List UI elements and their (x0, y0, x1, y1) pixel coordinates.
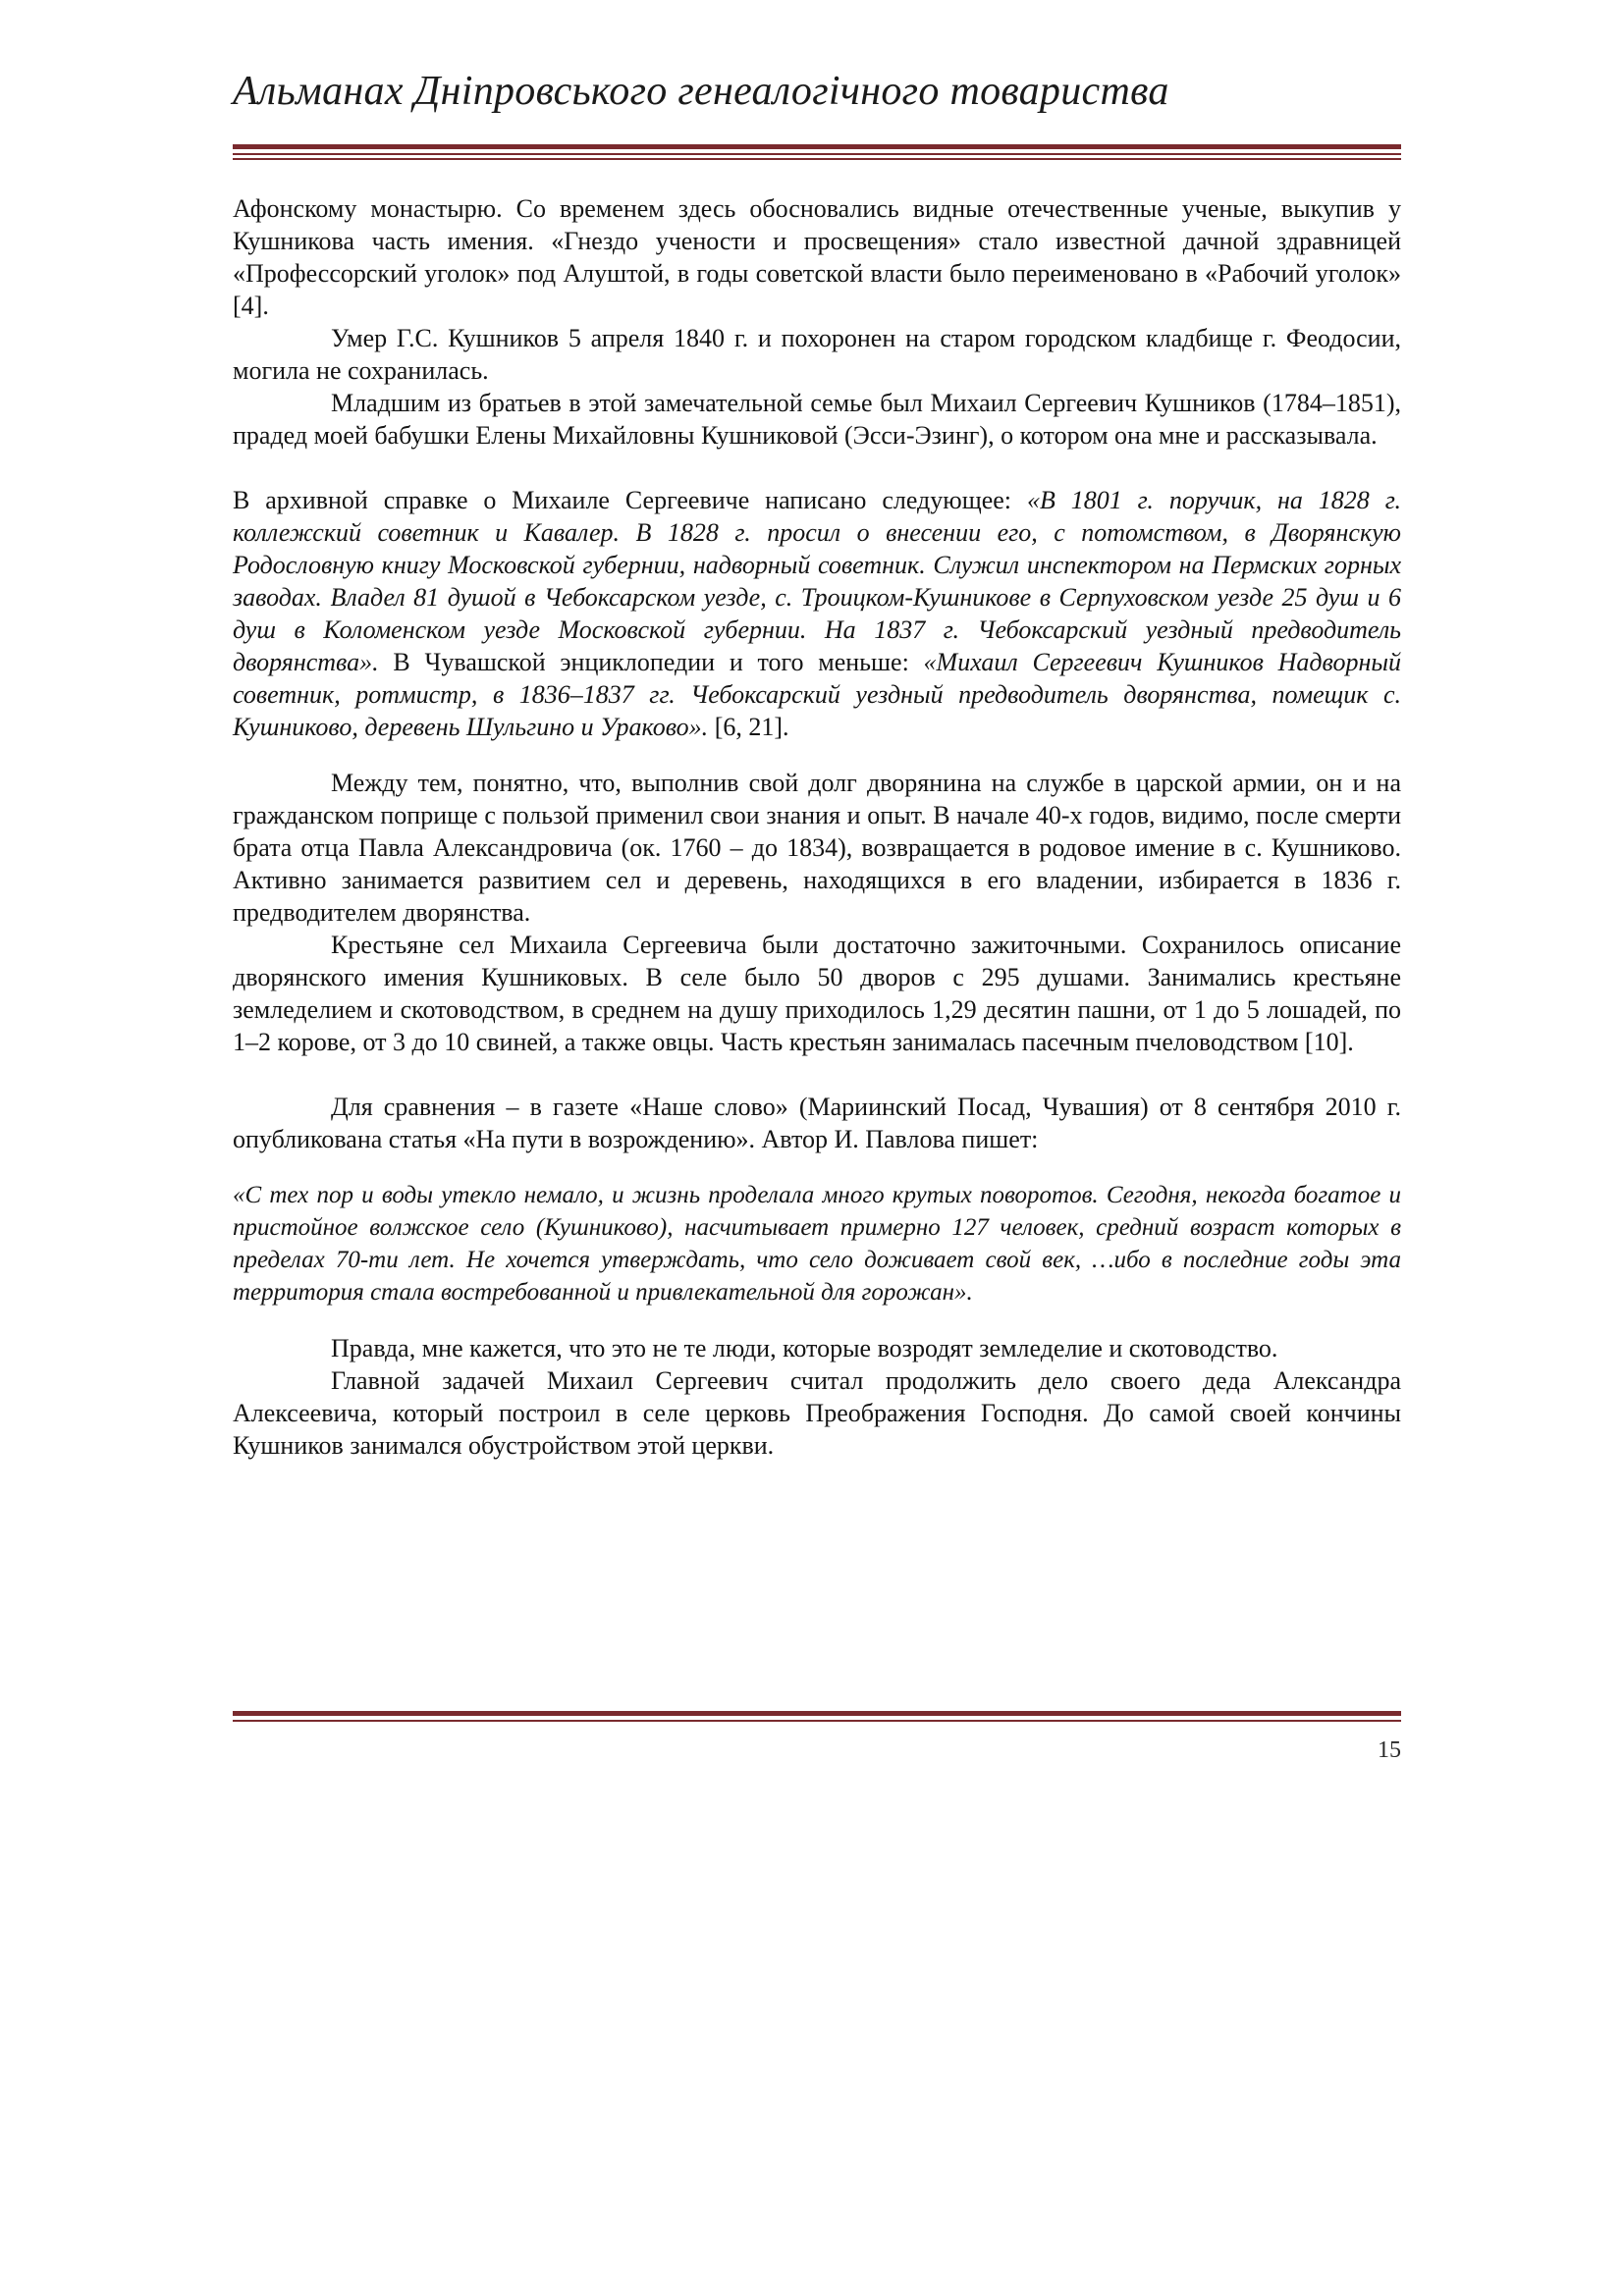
spacer (233, 1308, 1401, 1332)
footer-rule (233, 1711, 1401, 1722)
paragraph-9: Главной задачей Михаил Сергеевич считал продолжить дело своего деда Александра Алексеевича, который построил в селе церковь Преображения Господня. До самой своей кончины Кушников занимался обустройством этой церкви. (233, 1366, 1401, 1460)
paragraph-5: Между тем, понятно, что, выполнив свой долг дворянина на службе в царской армии, он и на гражданском поприще с пользой применил свои знания и опыт. В начале 40-х годов, видимо, после смерти брата отца Павла Александровича (ок. 1760 – до 1834), возвращается в родовое имение в с. Кушниково. Активно занимается развитием сел и деревень, находящихся в его владении, избирается в 1836 г. предводителем дворянства. (233, 769, 1401, 927)
header-rule (233, 144, 1401, 160)
paragraph-8: Правда, мне кажется, что это не те люди, которые возродят земледелие и скотоводство. (331, 1334, 1278, 1362)
header-rule-thin-2 (233, 158, 1401, 160)
footer-rule-thin (233, 1720, 1401, 1722)
paragraph-4 (233, 484, 1401, 743)
newspaper-quote: «С тех пор и воды утекло немало, и жизнь проделала много крутых поворотов. Сегодня, некогда богатое и пристойное волжское село (Кушниково), насчитывает примерно 127 человек, средний возраст которых в пределах 70-ти лет. Не хочется утверждать, что село доживает свой век, …ибо в последние годы эта территория стала востребованной и привлекательной для горожан». (233, 1182, 1401, 1306)
encyclopedia-quote: «Михаил Сергеевич Кушников Надворный советник, ротмистр, в 1836–1837 гг. Чебоксарский уездный предводитель дворянства, помещик с. Кушниково, деревень Шульгино и Ураково». (233, 648, 1401, 741)
paragraph-2: Умер Г.С. Кушников 5 апреля 1840 г. и похоронен на старом городском кладбище г. Феодосии, могила не сохранилась. (233, 324, 1401, 385)
encyclopedia-intro: В Чувашской энциклопедии и того меньше: (378, 648, 924, 676)
article-body (233, 192, 1401, 1462)
paragraph-3: Младшим из братьев в этой замечательной семье был Михаил Сергеевич Кушников (1784–1851), прадед моей бабушки Елены Михайловны Кушниковой (Эсси-Эзинг), о котором она мне и рассказывала. (233, 389, 1401, 450)
spacer (233, 1155, 1401, 1179)
spacer (233, 452, 1401, 484)
page-number: 15 (1378, 1737, 1401, 1763)
citation: [6, 21]. (708, 713, 789, 741)
archive-quote: «В 1801 г. поручик, на 1828 г. коллежский советник и Кавалер. В 1828 г. просил о внесении его, с потомством, в Дворянскую Родословную книгу Московской губернии, надворный советник. Служил инспектором на Пермских горных заводах. Владел 81 душой в Чебоксарском уезде, с. Троицком-Кушникове в Серпуховском уезде 25 душ и 6 душ в Коломенском уезде Московской губернии. На 1837 г. Чебоксарский уездный предводитель дворянства». (233, 486, 1401, 676)
footer-rule-thick (233, 1711, 1401, 1716)
paragraph-7: Для сравнения – в газете «Наше слово» (Мариинский Посад, Чувашия) от 8 сентября 2010 г. опубликована статья «На пути в возрождению». Автор И. Павлова пишет: (233, 1093, 1401, 1153)
header-rule-thick (233, 144, 1401, 149)
header-rule-thin (233, 153, 1401, 155)
archive-intro: В архивной справке о Михаиле Сергеевиче написано следующее: (233, 486, 1027, 514)
paragraph-1: Афонскому монастырю. Со временем здесь обосновались видные отечественные ученые, выкупив у Кушникова часть имения. «Гнездо учености и просвещения» стало известной дачной здравницей «Профессорский уголок» под Алуштой, в годы советской власти было переименовано в «Рабочий уголок» [4]. (233, 194, 1401, 320)
almanac-title: Альманах Дніпровського генеалогічного товариства (233, 69, 1169, 114)
spacer (233, 743, 1401, 767)
paragraph-6: Крестьяне сел Михаила Сергеевича были достаточно зажиточными. Сохранилось описание дворянского имения Кушниковых. В селе было 50 дворов с 295 душами. Занимались крестьяне земледелием и скотоводством, в среднем на душу приходилось 1,29 десятин пашни, от 1 до 5 лошадей, по 1–2 корове, от 3 до 10 свиней, а также овцы. Часть крестьян занималась пасечным пчеловодством [10]. (233, 931, 1401, 1056)
spacer (233, 1058, 1401, 1091)
